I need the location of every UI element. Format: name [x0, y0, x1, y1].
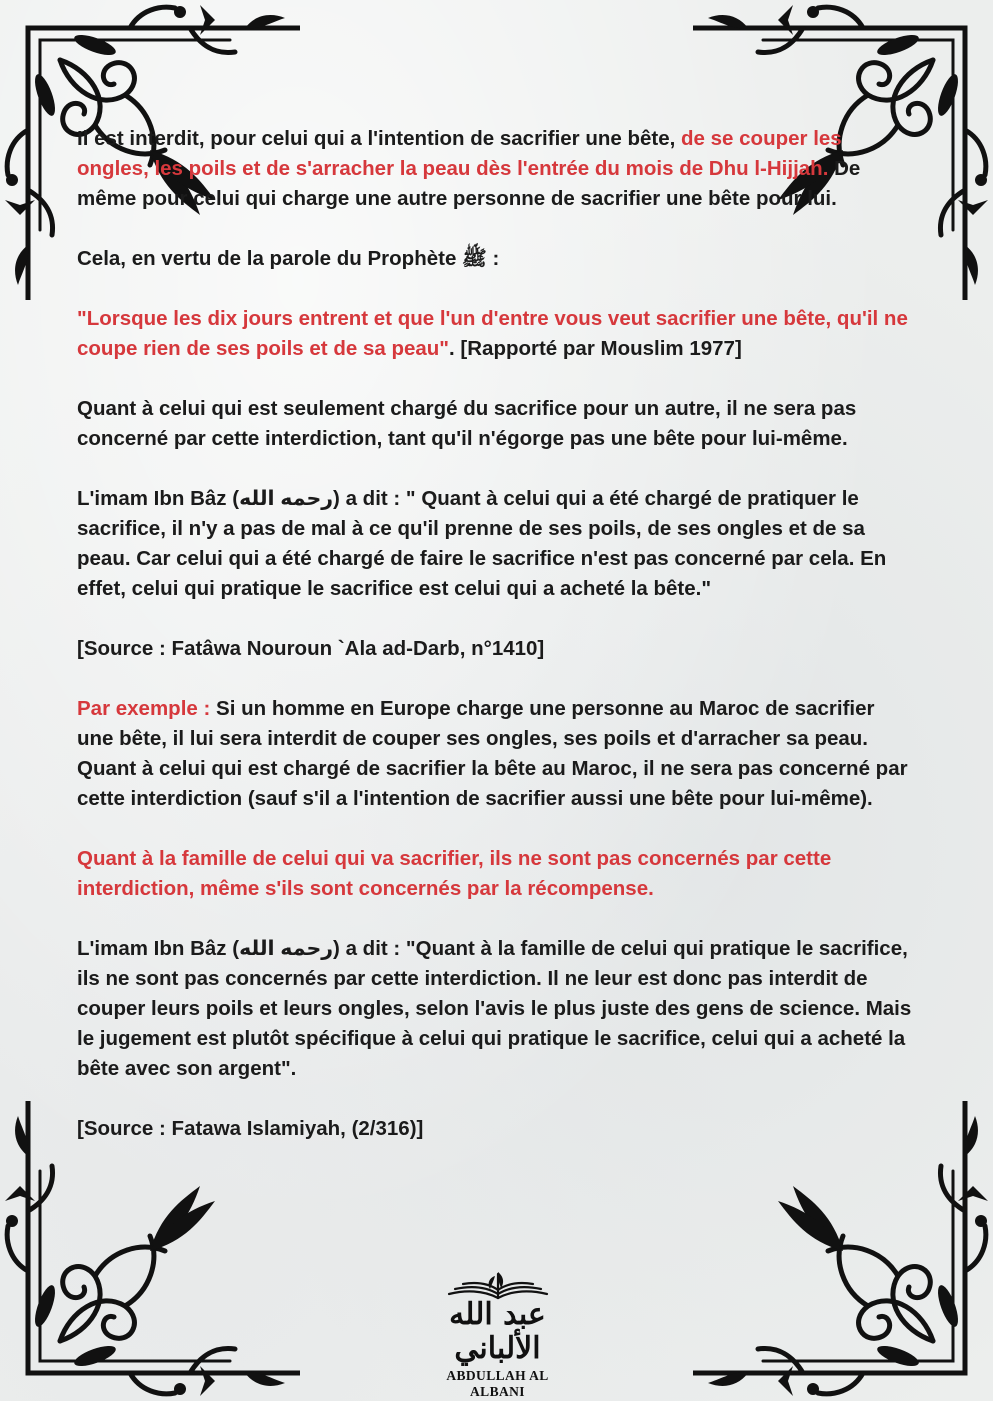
text-segment: Cela, en vertu de la parole du Prophète ﷺ : — [77, 247, 500, 270]
paragraph-prohibition — [77, 124, 912, 214]
paragraph-family — [77, 844, 912, 904]
text-segment: Quant à celui qui est seulement chargé du sacrifice pour un autre, il ne sera pas concerné par cette interdiction, tant qu'il n'égorge pas une bête pour lui-même. — [77, 397, 857, 450]
text-segment: [Source : Fatawa Islamiyah, (2/316)] — [77, 1117, 424, 1140]
text-segment: L'imam Ibn Bâz (رحمه الله) a dit : "Quant à la famille de celui qui pratique le sacrifice, ils ne sont pas concernés par cette interdiction. Il ne leur est donc pas interdit de couper leurs poils et leurs ongles, selon l'avis le plus juste des gens de science. Mais le jugement est plutôt spécifique à celui qui pratique le sacrifice, celui qui a acheté la bête avec son argent". — [77, 937, 912, 1080]
logo-calligraphy: عبد الله الألباني — [449, 1297, 546, 1366]
text-segment: . [Rapporté par Mouslim 1977] — [449, 337, 742, 360]
text-segment: Si un homme en Europe charge une personne au Maroc de sacrifier une bête, il lui sera interdit de couper ses ongles, ses poils et d'arracher sa peau. Quant à celui qui est chargé de sacrifier la bête au Maroc, il ne sera pas concerné par cette interdiction (sauf s'il a l'intention de sacrifier aussi une bête pour lui-même). — [77, 697, 908, 810]
paragraph-ibn-baz-quote-1 — [77, 484, 912, 604]
text-segment-highlight: Par exemple : — [77, 697, 211, 720]
paragraph-source-1 — [77, 634, 912, 664]
text-segment: [Source : Fatâwa Nouroun `Ala ad-Darb, n°1410] — [77, 637, 545, 660]
text-segment: L'imam Ibn Bâz (رحمه الله) a dit : " Quant à celui qui a été chargé de pratiquer le sacrifice, il n'y a pas de mal à ce qu'il prenne de ses poils, de ses ongles et de sa peau. Car celui qui a été chargé de faire le sacrifice n'est pas concerné par cela. En effet, celui qui pratique le sacrifice est celui qui a acheté la bête." — [77, 487, 887, 600]
publisher-logo — [420, 1268, 575, 1399]
paragraph-ibn-baz-quote-2 — [77, 934, 912, 1084]
text-segment: Il est interdit, pour celui qui a l'intention de sacrifier une bête, — [77, 127, 682, 150]
paragraph-delegate — [77, 394, 912, 454]
paragraph-source-2 — [77, 1114, 912, 1144]
paragraph-example — [77, 694, 912, 814]
paragraph-hadith — [77, 304, 912, 364]
document-body — [77, 124, 912, 1174]
paragraph-prophet-intro — [77, 244, 912, 274]
text-segment-highlight: Quant à la famille de celui qui va sacrifier, ils ne sont pas concernés par cette interdiction, même s'ils sont concernés par la récompense. — [77, 847, 832, 900]
logo-name: ABDULLAH AL ALBANI — [446, 1368, 549, 1399]
text-segment-highlight: de se couper les ongles, les poils et de s'arracher la peau dès l'entrée du mois de Dhu l-Hijjah. — [77, 127, 842, 180]
text-segment: De même pour celui qui charge une autre personne de sacrifier une bête pour lui. — [77, 157, 861, 210]
text-segment-highlight: "Lorsque les dix jours entrent et que l'un d'entre vous veut sacrifier une bête, qu'il ne coupe rien de ses poils et de sa peau" — [77, 307, 908, 360]
